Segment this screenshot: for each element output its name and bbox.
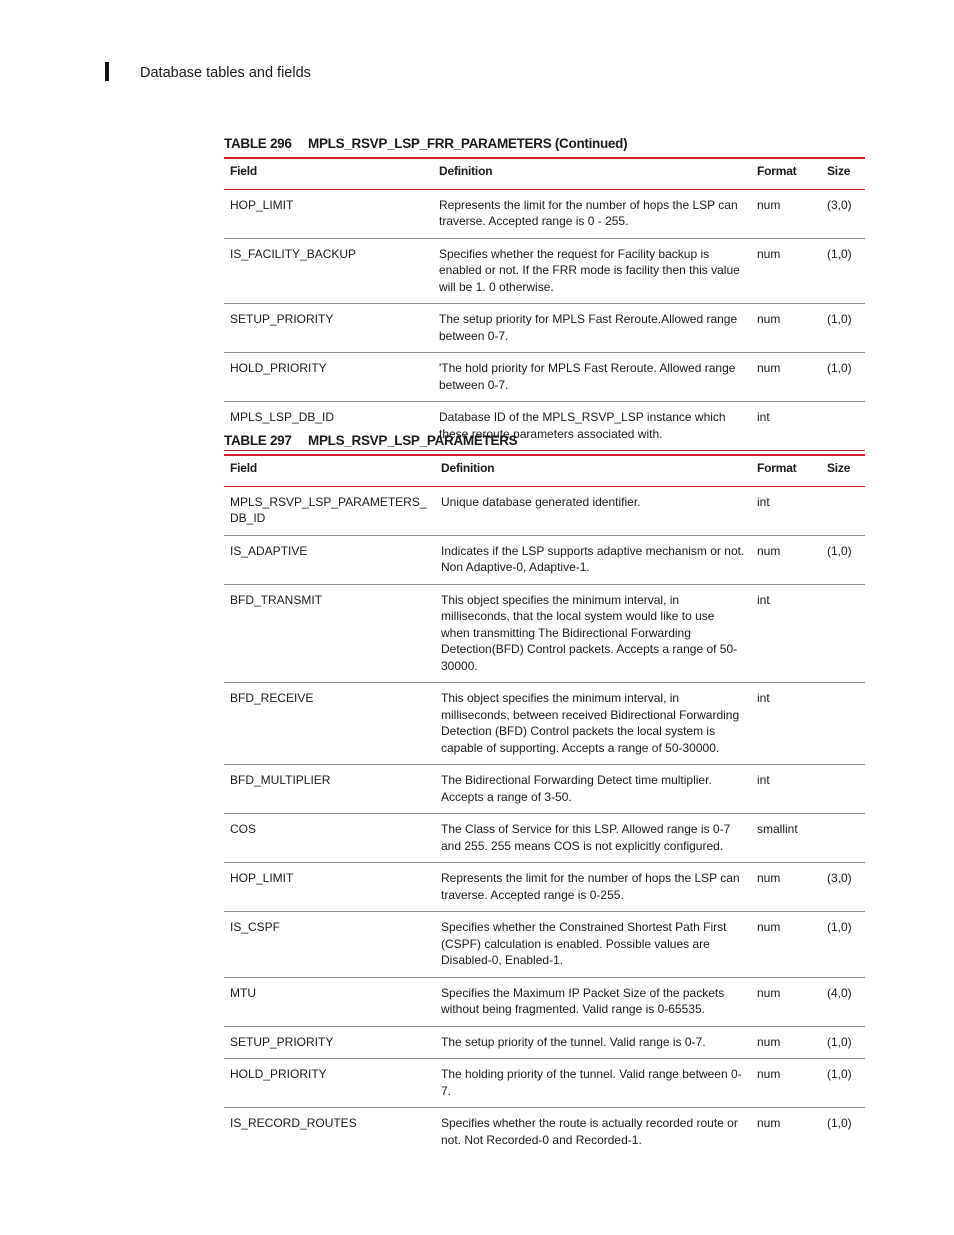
cell-format: int <box>751 584 821 683</box>
table-row <box>224 1026 865 1059</box>
header-margin-bar <box>105 62 109 81</box>
table-row <box>224 535 865 584</box>
table-row <box>224 977 865 1026</box>
cell-definition: Specifies the Maximum IP Packet Size of the packets without being fragmented. Valid range is 0-65535. <box>435 977 751 1026</box>
cell-field: MTU <box>224 977 435 1026</box>
table-caption <box>224 135 865 157</box>
column-header-definition: Definition <box>435 455 751 486</box>
table-row <box>224 304 865 353</box>
cell-size: (1,0) <box>821 912 865 978</box>
cell-definition: Represents the limit for the number of hops the LSP can traverse. Accepted range is 0 - 255. <box>433 189 751 238</box>
running-header: Database tables and fields <box>140 65 311 81</box>
column-header-definition: Definition <box>433 158 751 189</box>
cell-field: MPLS_RSVP_LSP_PARAMETERS_DB_ID <box>224 486 435 535</box>
cell-size <box>821 584 865 683</box>
cell-format: int <box>751 402 821 451</box>
cell-format: int <box>751 765 821 814</box>
cell-size <box>821 765 865 814</box>
cell-size: (1,0) <box>827 1116 852 1130</box>
cell-format: num <box>751 1059 821 1108</box>
cell-field: IS_ADAPTIVE <box>224 535 435 584</box>
column-header-format: Format <box>751 455 821 486</box>
table-header-row <box>224 455 865 486</box>
cell-size: (4,0) <box>821 977 865 1026</box>
cell-size: (1,0) <box>821 353 865 402</box>
cell-field: IS_RECORD_ROUTES <box>230 1116 357 1130</box>
cell-field: IS_CSPF <box>224 912 435 978</box>
cell-size <box>821 683 865 765</box>
table-row <box>224 765 865 814</box>
cell-definition: The setup priority for MPLS Fast Reroute.Allowed range between 0-7. <box>433 304 751 353</box>
cell-field: COS <box>224 814 435 863</box>
table-row <box>224 683 865 765</box>
cell-size: (3,0) <box>821 189 865 238</box>
column-header-field: Field <box>224 158 433 189</box>
cell-format: num <box>751 189 821 238</box>
cell-format: int <box>751 486 821 535</box>
cell-size: (3,0) <box>821 863 865 912</box>
table-row <box>224 912 865 978</box>
cell-field: MPLS_LSP_DB_ID <box>224 402 433 451</box>
cell-format: num <box>751 863 821 912</box>
column-header-format: Format <box>751 158 821 189</box>
table-row <box>224 353 865 402</box>
table-title: MPLS_RSVP_LSP_PARAMETERS <box>308 433 518 448</box>
cell-size: (1,0) <box>821 535 865 584</box>
cell-size: (1,0) <box>821 238 865 304</box>
cell-field: BFD_MULTIPLIER <box>224 765 435 814</box>
cell-definition: The Class of Service for this LSP. Allowed range is 0-7 and 255. 255 means COS is not explicitly configured. <box>435 814 751 863</box>
table-title: MPLS_RSVP_LSP_FRR_PARAMETERS (Continued) <box>308 136 628 151</box>
cell-definition: This object specifies the minimum interval, in milliseconds, between received Bidirectional Forwarding Detection (BFD) Control packets the local system is capable of supporting. Accepts a range of 50-30000. <box>435 683 751 765</box>
cell-format: num <box>751 304 821 353</box>
table-row <box>224 189 865 238</box>
table-row <box>224 584 865 683</box>
cell-size <box>821 486 865 535</box>
table-caption <box>224 432 865 454</box>
column-header-size: Size <box>821 455 865 486</box>
cell-field: HOLD_PRIORITY <box>224 353 433 402</box>
table-296 <box>224 135 865 451</box>
cell-format: num <box>757 1116 781 1130</box>
table-297 <box>224 432 865 1156</box>
cell-field: HOLD_PRIORITY <box>224 1059 435 1108</box>
table-number: TABLE 296 <box>224 136 292 151</box>
cell-format: num <box>751 238 821 304</box>
cell-definition: Represents the limit for the number of hops the LSP can traverse. Accepted range is 0-255. <box>435 863 751 912</box>
cell-size <box>821 814 865 863</box>
cell-field: BFD_TRANSMIT <box>224 584 435 683</box>
cell-format: num <box>751 912 821 978</box>
cell-definition: Indicates if the LSP supports adaptive mechanism or not. Non Adaptive-0, Adaptive-1. <box>435 535 751 584</box>
table-row <box>224 1108 865 1157</box>
cell-field: SETUP_PRIORITY <box>224 304 433 353</box>
cell-format: num <box>751 535 821 584</box>
cell-definition: 'The hold priority for MPLS Fast Reroute. Allowed range between 0-7. <box>433 353 751 402</box>
cell-definition: The setup priority of the tunnel. Valid range is 0-7. <box>435 1026 751 1059</box>
data-table <box>224 157 865 451</box>
table-row <box>224 238 865 304</box>
table-number: TABLE 297 <box>224 433 292 448</box>
cell-field: SETUP_PRIORITY <box>224 1026 435 1059</box>
cell-format: num <box>751 1026 821 1059</box>
cell-size: (1,0) <box>821 1059 865 1108</box>
cell-definition: The holding priority of the tunnel. Valid range between 0-7. <box>435 1059 751 1108</box>
cell-definition: Database ID of the MPLS_RSVP_LSP instance which these reroute parameters associated with. <box>433 402 751 451</box>
table-row <box>224 1059 865 1108</box>
cell-definition: Specifies whether the route is actually recorded route or not. Not Recorded-0 and Recorded-1. <box>441 1116 738 1147</box>
cell-format: num <box>751 977 821 1026</box>
table-body <box>224 486 865 1156</box>
table-body <box>224 189 865 451</box>
cell-field: IS_FACILITY_BACKUP <box>224 238 433 304</box>
data-table <box>224 454 865 1156</box>
cell-format: int <box>751 683 821 765</box>
cell-field: BFD_RECEIVE <box>224 683 435 765</box>
cell-definition: This object specifies the minimum interval, in milliseconds, that the local system would like to use when transmitting The Bidirectional Forwarding Detection(BFD) Control packets. Accepts a range of 50-30000. <box>435 584 751 683</box>
cell-definition: Specifies whether the Constrained Shortest Path First (CSPF) calculation is enabled. Possible values are Disabled-0, Enabled-1. <box>435 912 751 978</box>
cell-size: (1,0) <box>821 304 865 353</box>
cell-definition: Specifies whether the request for Facility backup is enabled or not. If the FRR mode is facility then this value will be 1. 0 otherwise. <box>433 238 751 304</box>
cell-format: smallint <box>751 814 821 863</box>
table-row <box>224 486 865 535</box>
column-header-field: Field <box>224 455 435 486</box>
table-header-row <box>224 158 865 189</box>
cell-field: HOP_LIMIT <box>224 189 433 238</box>
cell-definition: The Bidirectional Forwarding Detect time multiplier. Accepts a range of 3-50. <box>435 765 751 814</box>
cell-format: num <box>751 353 821 402</box>
table-row <box>224 814 865 863</box>
cell-field: HOP_LIMIT <box>224 863 435 912</box>
cell-definition: Unique database generated identifier. <box>435 486 751 535</box>
cell-size: (1,0) <box>821 1026 865 1059</box>
table-row <box>224 863 865 912</box>
column-header-size: Size <box>821 158 865 189</box>
